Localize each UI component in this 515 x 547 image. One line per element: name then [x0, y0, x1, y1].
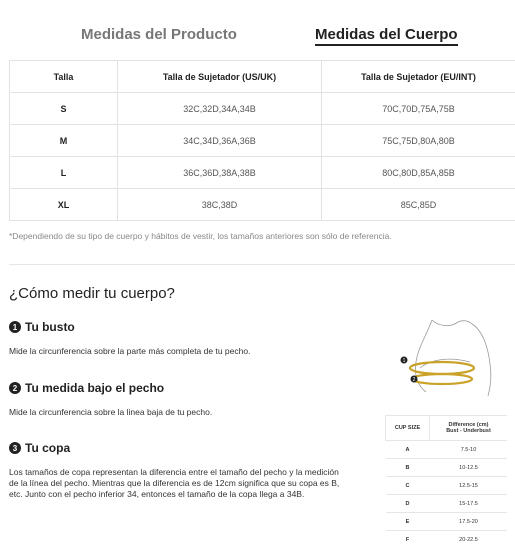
step-heading: [9, 320, 349, 334]
cup-cell: D: [386, 495, 430, 513]
size-cell: L: [10, 157, 118, 189]
table-row: [386, 477, 508, 495]
header-difference: Difference (cm) Bust - Underbust: [430, 416, 508, 441]
diff-cell: 17.5-20: [430, 513, 508, 531]
header-us-uk: Talla de Sujetador (US/UK): [118, 61, 322, 93]
table-row: [10, 93, 515, 125]
eu-int-cell: 80C,80D,85A,85B: [322, 157, 515, 189]
eu-int-cell: 85C,85D: [322, 189, 515, 221]
table-row: [10, 157, 515, 189]
eu-int-cell: 70C,70D,75A,75B: [322, 93, 515, 125]
step-title: Tu medida bajo el pecho: [25, 381, 165, 395]
step-number-badge: 2: [9, 382, 21, 394]
step-heading: [9, 441, 349, 455]
cup-cell: B: [386, 459, 430, 477]
table-row: [386, 441, 508, 459]
diff-cell: 12.5-15: [430, 477, 508, 495]
cup-cell: A: [386, 441, 430, 459]
size-table: [9, 60, 515, 221]
size-cell: S: [10, 93, 118, 125]
step-heading: [9, 381, 349, 395]
table-row: [10, 189, 515, 221]
cup-cell: F: [386, 531, 430, 547]
size-tabs: [0, 26, 515, 50]
step-description: Mide la circunferencia sobre la parte más completa de tu pecho.: [9, 346, 251, 356]
header-eu-int: Talla de Sujetador (EU/INT): [322, 61, 515, 93]
table-row: [386, 531, 508, 547]
step-number-badge: 3: [9, 442, 21, 454]
divider: [9, 264, 515, 265]
diff-cell: 7.5-10: [430, 441, 508, 459]
step-title: Tu busto: [25, 320, 75, 334]
reference-note: *Dependiendo de su tipo de cuerpo y hábitos de vestir, los tamaños anteriores son sólo de referencia.: [9, 231, 392, 241]
cup-size-table: [385, 415, 507, 547]
table-row: [386, 495, 508, 513]
step-number-badge: 1: [9, 321, 21, 333]
cup-cell: E: [386, 513, 430, 531]
step-description: Los tamaños de copa representan la diferencia entre el tamaño del pecho y la medición de la línea del pecho. Mientras que la diferencia es de 12cm significa que su copa es B, etc. Junto con el pecho inferior 34, entonces el tamaño de la copa llega a 34B.: [9, 467, 340, 499]
tab-product-measurements[interactable]: Medidas del Producto: [81, 26, 237, 43]
step-cup: [9, 441, 349, 500]
table-row: [10, 125, 515, 157]
diff-cell: 10-12.5: [430, 459, 508, 477]
step-bust: [9, 320, 349, 357]
header-cup-size: CUP SIZE: [386, 416, 430, 441]
diff-cell: 15-17.5: [430, 495, 508, 513]
us-uk-cell: 32C,32D,34A,34B: [118, 93, 322, 125]
size-cell: M: [10, 125, 118, 157]
tab-body-measurements[interactable]: Medidas del Cuerpo: [315, 26, 458, 46]
eu-int-cell: 75C,75D,80A,80B: [322, 125, 515, 157]
us-uk-cell: 34C,34D,36A,36B: [118, 125, 322, 157]
size-cell: XL: [10, 189, 118, 221]
cup-cell: C: [386, 477, 430, 495]
header-size: Talla: [10, 61, 118, 93]
step-underbust: [9, 381, 349, 418]
cup-size-table-wrapper: [385, 415, 507, 547]
step-title: Tu copa: [25, 441, 71, 455]
body-measurement-illustration: [390, 316, 515, 396]
how-to-title: ¿Cómo medir tu cuerpo?: [9, 285, 175, 302]
marker-2-label: 2: [412, 377, 416, 383]
cup-table-header: [386, 416, 508, 441]
diff-cell: 20-22.5: [430, 531, 508, 547]
table-row: [386, 513, 508, 531]
us-uk-cell: 36C,36D,38A,38B: [118, 157, 322, 189]
bust-tape: [410, 362, 474, 374]
underbust-tape: [412, 374, 472, 384]
size-table-header: [10, 61, 515, 93]
table-row: [386, 459, 508, 477]
step-description: Mide la circunferencia sobre la linea baja de tu pecho.: [9, 407, 213, 417]
us-uk-cell: 38C,38D: [118, 189, 322, 221]
marker-1-label: 1: [402, 358, 406, 364]
